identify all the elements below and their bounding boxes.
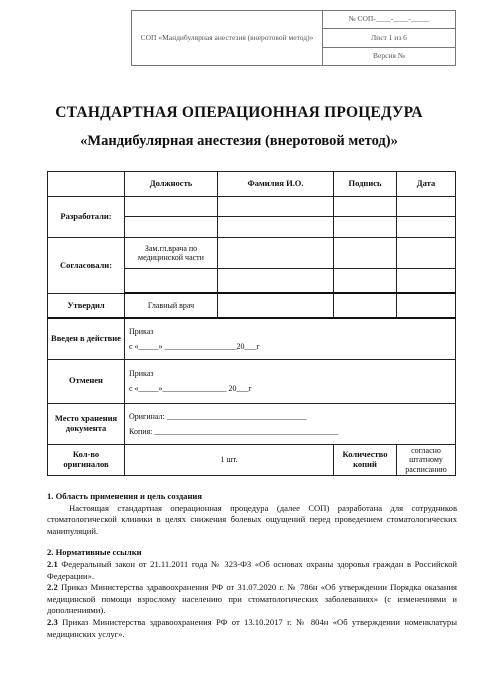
storage-cell — [125, 403, 456, 444]
approved-position: Главный врач — [125, 293, 218, 318]
cell — [125, 217, 218, 238]
header-version: Версия № — [323, 47, 456, 65]
cancelled-order-label: Приказ — [129, 369, 154, 379]
col-header-position: Должность — [125, 172, 218, 197]
row-label-agreed: Согласовали: — [48, 238, 125, 294]
cell — [334, 238, 397, 269]
header-sop-number: № СОП-____-____-_____ — [323, 11, 456, 29]
copies-value: согласно штатному расписанию — [397, 444, 456, 475]
header-doc-name: СОП «Мандибулярная анестезия (внеротовой метод)» — [132, 11, 323, 66]
col-header-name: Фамилия И.О. — [218, 172, 334, 197]
row-label-storage: Место хранения документа — [48, 403, 125, 444]
reference-1 — [47, 559, 457, 582]
cell — [218, 238, 334, 269]
table-corner-cell — [48, 172, 125, 197]
cell — [397, 238, 456, 269]
reference-2-text: Приказ Министерства здравоохранения РФ от 31.07.2020 г. № 786н «Об утверждении Порядка оказания медицинской помощи взрослому населению при стоматологических заболеваниях» (с изменениями и дополнениями). — [47, 582, 457, 616]
storage-original: Оригинал: ___________________________________ — [129, 411, 307, 421]
cell — [334, 293, 397, 318]
copies-label: Количество копий — [334, 444, 397, 475]
cell — [334, 196, 397, 217]
enacted-order-cell — [125, 318, 456, 359]
cell — [397, 293, 456, 318]
cell — [334, 217, 397, 238]
page-title: СТАНДАРТНАЯ ОПЕРАЦИОННАЯ ПРОЦЕДУРА — [55, 104, 423, 121]
col-header-signature: Подпись — [334, 172, 397, 197]
reference-3 — [47, 617, 457, 640]
agreed-position: Зам.гл.врача по медицинской части — [125, 238, 218, 269]
page-subtitle: «Мандибулярная анестезия (внеротовой метод)» — [80, 133, 398, 149]
cell — [218, 217, 334, 238]
reference-1-text: Федеральный закон от 21.11.2011 года № 323-ФЗ «Об основах охраны здоровья граждан в Российской Федерации». — [47, 558, 457, 581]
cell — [397, 196, 456, 217]
enacted-order-label: Приказ — [129, 327, 154, 337]
cell — [397, 217, 456, 238]
row-label-developed: Разработали: — [48, 196, 125, 237]
reference-3-number: 2.3 — [47, 616, 58, 627]
cell — [218, 293, 334, 318]
section-2-title: 2. Нормативные ссылки — [47, 547, 142, 558]
enacted-date-line: с «_____» __________________20___г — [129, 342, 260, 352]
row-label-enacted: Введен в действие — [48, 318, 125, 359]
section-1-text: Настоящая стандартная операционная процедура (далее СОП) разработана для сотрудников стоматологической клиники в целях снижения болевых ощущений перед проведением стоматологических манипуляций. — [47, 502, 457, 536]
reference-1-number: 2.1 — [47, 558, 58, 569]
storage-copy: Копия: ______________________________________________ — [129, 426, 339, 436]
count-value: 1 шт. — [125, 444, 334, 475]
section-1-title: 1. Область применения и цель создания — [47, 491, 203, 501]
cell — [397, 269, 456, 294]
row-label-count: Кол-во оригиналов — [48, 444, 125, 475]
row-label-cancelled: Отменен — [48, 360, 125, 403]
document-body — [47, 491, 457, 640]
cell — [218, 269, 334, 294]
approval-table — [47, 171, 456, 476]
reference-2-number: 2.2 — [47, 582, 58, 593]
cell — [334, 269, 397, 294]
row-label-approved: Утвердил — [48, 293, 125, 318]
cell — [125, 269, 218, 294]
header-sheet: Лист 1 из 6 — [323, 29, 456, 47]
reference-3-text: Приказ Министерства здравоохранения РФ от 13.10.2017 г. № 804н «Об утверждении номенклатуры медицинских услуг». — [47, 616, 457, 639]
cancelled-date-line: с «_____»________________ 20___г — [129, 384, 252, 394]
header-table — [131, 10, 456, 66]
cell — [218, 196, 334, 217]
reference-2 — [47, 582, 457, 617]
col-header-date: Дата — [397, 172, 456, 197]
cancelled-order-cell — [125, 360, 456, 403]
cell — [125, 196, 218, 217]
